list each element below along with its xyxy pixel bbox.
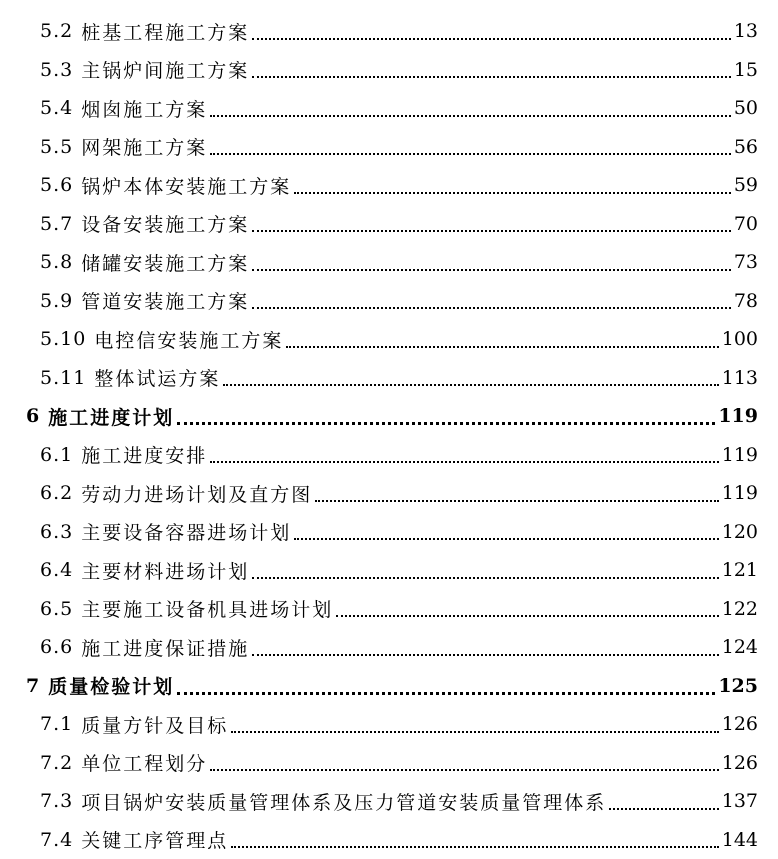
toc-entry-title: 主要材料进场计划: [81, 557, 249, 584]
toc-entry-number: 5.5: [40, 136, 73, 158]
toc-entry-number: 7.2: [40, 752, 73, 774]
table-of-contents: [0, 12, 778, 859]
toc-section-entry[interactable]: [0, 320, 778, 359]
toc-entry-number: 6.4: [40, 559, 73, 581]
dot-leader: [286, 327, 718, 348]
toc-section-entry[interactable]: [0, 205, 778, 244]
dot-leader: [231, 827, 719, 848]
dot-leader: [177, 673, 715, 695]
toc-section-entry[interactable]: [0, 705, 778, 744]
toc-section-entry[interactable]: [0, 474, 778, 513]
toc-section-entry[interactable]: [0, 243, 778, 282]
toc-section-entry[interactable]: [0, 821, 778, 859]
toc-entry-number: 6: [26, 405, 40, 427]
toc-entry-title: 劳动力进场计划及直方图: [81, 480, 312, 507]
toc-section-entry[interactable]: [0, 12, 778, 51]
toc-entry-number: 5.9: [40, 290, 73, 312]
toc-section-entry[interactable]: [0, 551, 778, 590]
toc-section-entry[interactable]: [0, 166, 778, 205]
toc-entry-page-number: 137: [722, 790, 778, 812]
toc-chapter-entry[interactable]: [0, 667, 778, 706]
toc-entry-page-number: 144: [722, 829, 778, 851]
toc-entry-number: 7: [26, 675, 40, 697]
toc-entry-number: 5.7: [40, 213, 73, 235]
toc-entry-number: 7.4: [40, 829, 73, 851]
toc-entry-page-number: 119: [718, 405, 778, 427]
toc-entry-title: 单位工程划分: [81, 749, 207, 776]
toc-entry-page-number: 15: [734, 59, 778, 81]
toc-entry-title: 施工进度保证措施: [81, 634, 249, 661]
toc-section-entry[interactable]: [0, 128, 778, 167]
toc-entry-number: 6.3: [40, 521, 73, 543]
toc-entry-page-number: 119: [722, 444, 778, 466]
toc-entry-number: 5.11: [40, 367, 86, 389]
dot-leader: [252, 57, 731, 78]
dot-leader: [210, 96, 731, 117]
toc-entry-number: 6.5: [40, 598, 73, 620]
toc-entry-number: 5.4: [40, 97, 73, 119]
toc-entry-title: 关键工序管理点: [81, 826, 228, 853]
toc-entry-page-number: 126: [722, 752, 778, 774]
toc-entry-page-number: 126: [722, 713, 778, 735]
toc-entry-number: 6.1: [40, 444, 73, 466]
toc-section-entry[interactable]: [0, 359, 778, 398]
toc-entry-title: 主要施工设备机具进场计划: [81, 595, 333, 622]
toc-entry-number: 5.8: [40, 251, 73, 273]
dot-leader: [210, 442, 719, 463]
toc-entry-page-number: 100: [722, 328, 778, 350]
toc-entry-page-number: 119: [722, 482, 778, 504]
toc-entry-title: 桩基工程施工方案: [81, 18, 249, 45]
dot-leader: [609, 789, 719, 810]
toc-section-entry[interactable]: [0, 89, 778, 128]
toc-section-entry[interactable]: [0, 436, 778, 475]
toc-entry-page-number: 70: [734, 213, 778, 235]
dot-leader: [177, 403, 715, 425]
toc-entry-title: 管道安装施工方案: [81, 287, 249, 314]
toc-entry-page-number: 56: [734, 136, 778, 158]
dot-leader: [252, 250, 731, 271]
toc-chapter-entry[interactable]: [0, 397, 778, 436]
toc-entry-title: 项目锅炉安装质量管理体系及压力管道安装质量管理体系: [81, 788, 606, 815]
toc-entry-page-number: 73: [734, 251, 778, 273]
toc-section-entry[interactable]: [0, 282, 778, 321]
toc-entry-title: 主要设备容器进场计划: [81, 518, 291, 545]
toc-entry-page-number: 78: [734, 290, 778, 312]
toc-entry-title: 储罐安装施工方案: [81, 249, 249, 276]
dot-leader: [252, 288, 731, 309]
toc-entry-title: 整体试运方案: [94, 364, 220, 391]
toc-entry-page-number: 13: [734, 20, 778, 42]
toc-entry-title: 质量检验计划: [48, 672, 174, 699]
toc-entry-number: 7.1: [40, 713, 73, 735]
dot-leader: [210, 134, 731, 155]
toc-entry-number: 5.6: [40, 174, 73, 196]
dot-leader: [294, 519, 719, 540]
dot-leader: [210, 750, 719, 771]
toc-entry-number: 5.3: [40, 59, 73, 81]
toc-entry-page-number: 50: [734, 97, 778, 119]
dot-leader: [223, 365, 718, 386]
dot-leader: [252, 558, 719, 579]
toc-section-entry[interactable]: [0, 590, 778, 629]
toc-entry-number: 7.3: [40, 790, 73, 812]
dot-leader: [315, 481, 719, 502]
toc-section-entry[interactable]: [0, 744, 778, 783]
toc-entry-page-number: 124: [722, 636, 778, 658]
toc-section-entry[interactable]: [0, 51, 778, 90]
dot-leader: [231, 712, 719, 733]
toc-entry-title: 施工进度安排: [81, 441, 207, 468]
toc-entry-number: 5.2: [40, 20, 73, 42]
dot-leader: [252, 211, 731, 232]
toc-entry-page-number: 113: [722, 367, 778, 389]
toc-entry-title: 电控信安装施工方案: [94, 326, 283, 353]
toc-entry-title: 施工进度计划: [48, 403, 174, 430]
toc-entry-page-number: 59: [734, 174, 778, 196]
toc-entry-title: 锅炉本体安装施工方案: [81, 172, 291, 199]
toc-entry-number: 6.2: [40, 482, 73, 504]
toc-entry-page-number: 121: [722, 559, 778, 581]
toc-entry-title: 烟囱施工方案: [81, 95, 207, 122]
toc-entry-number: 6.6: [40, 636, 73, 658]
toc-section-entry[interactable]: [0, 628, 778, 667]
toc-section-entry[interactable]: [0, 782, 778, 821]
dot-leader: [252, 635, 719, 656]
toc-entry-title: 网架施工方案: [81, 133, 207, 160]
dot-leader: [252, 19, 731, 40]
toc-entry-title: 质量方针及目标: [81, 711, 228, 738]
toc-entry-page-number: 125: [718, 675, 778, 697]
toc-entry-page-number: 120: [722, 521, 778, 543]
dot-leader: [336, 596, 719, 617]
toc-entry-title: 主锅炉间施工方案: [81, 56, 249, 83]
toc-section-entry[interactable]: [0, 513, 778, 552]
toc-entry-page-number: 122: [722, 598, 778, 620]
toc-entry-title: 设备安装施工方案: [81, 210, 249, 237]
toc-entry-number: 5.10: [40, 328, 86, 350]
dot-leader: [294, 173, 731, 194]
